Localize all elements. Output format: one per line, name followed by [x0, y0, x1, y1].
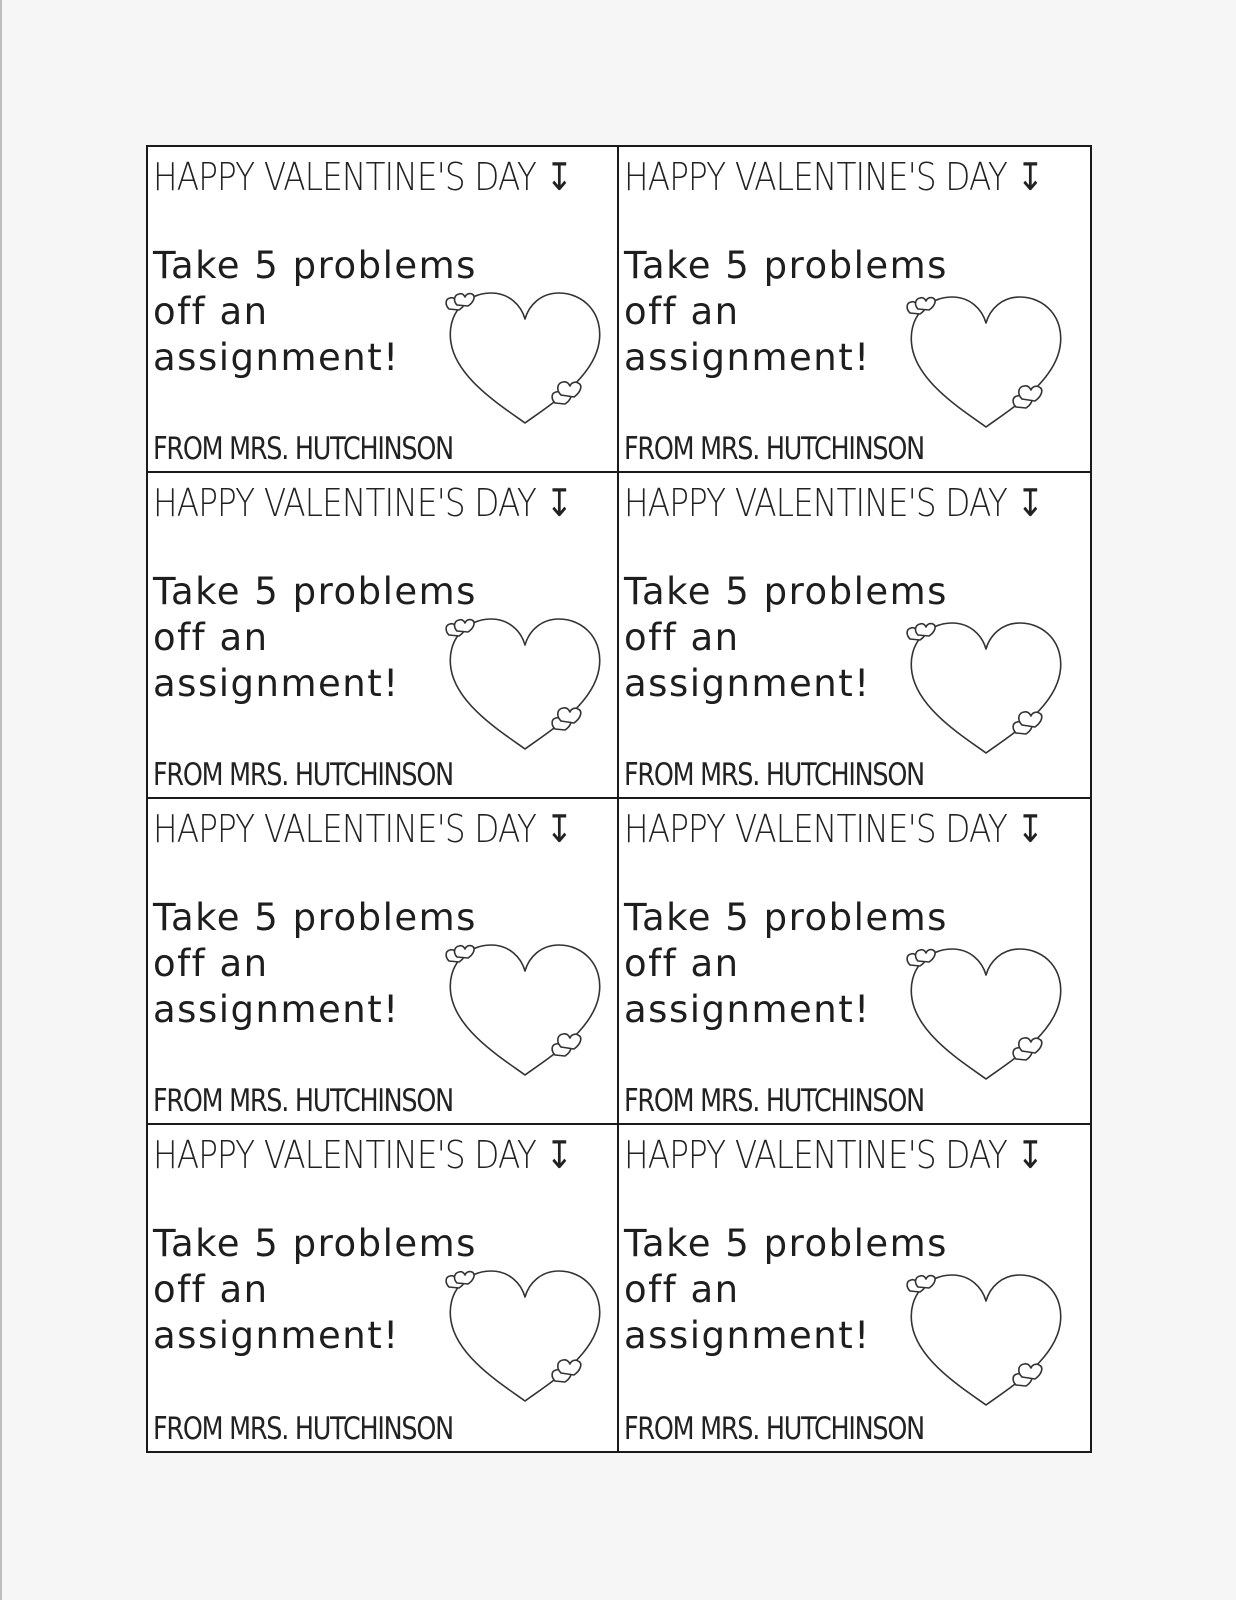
small-heart-icon: ↧: [545, 807, 573, 851]
signature: FROM MRS. HUTCHINSON: [624, 757, 924, 793]
message-line: assignment!: [624, 336, 871, 379]
message-line: off an: [624, 1268, 740, 1311]
page-edge: [0, 0, 2, 1600]
message-line: off an: [624, 616, 740, 659]
message-line: Take 5 problems: [153, 570, 477, 613]
greeting-title: HAPPY VALENTINE'S DAY ↧: [624, 481, 1044, 525]
message-line: assignment!: [624, 662, 871, 705]
coupon-message: [624, 243, 948, 381]
signature: FROM MRS. HUTCHINSON: [153, 1083, 453, 1119]
signature: FROM MRS. HUTCHINSON: [153, 1411, 453, 1447]
message-line: assignment!: [153, 662, 400, 705]
heart-icon: [904, 941, 1069, 1086]
message-line: off an: [153, 942, 269, 985]
message-line: assignment!: [624, 1314, 871, 1357]
coupon-message: [153, 243, 477, 381]
signature: FROM MRS. HUTCHINSON: [624, 1411, 924, 1447]
message-line: assignment!: [153, 988, 400, 1031]
small-heart-icon: ↧: [1016, 155, 1044, 199]
message-line: Take 5 problems: [153, 896, 477, 939]
signature: FROM MRS. HUTCHINSON: [624, 1083, 924, 1119]
message-line: assignment!: [153, 336, 400, 379]
message-line: Take 5 problems: [624, 896, 948, 939]
coupon-card: [148, 1125, 619, 1451]
coupon-card: [619, 147, 1090, 473]
coupon-card: [148, 473, 619, 799]
message-line: off an: [153, 290, 269, 333]
message-line: off an: [624, 942, 740, 985]
small-heart-icon: ↧: [545, 1133, 573, 1177]
greeting-title: HAPPY VALENTINE'S DAY ↧: [624, 807, 1044, 851]
coupon-card: [619, 1125, 1090, 1451]
greeting-title: HAPPY VALENTINE'S DAY ↧: [624, 155, 1044, 199]
message-line: Take 5 problems: [153, 244, 477, 287]
message-line: assignment!: [153, 1314, 400, 1357]
heart-icon: [904, 1267, 1069, 1412]
coupon-message: [624, 1221, 948, 1359]
message-line: Take 5 problems: [624, 570, 948, 613]
small-heart-icon: ↧: [1016, 481, 1044, 525]
message-line: Take 5 problems: [153, 1222, 477, 1265]
greeting-title: HAPPY VALENTINE'S DAY ↧: [153, 1133, 573, 1177]
heart-icon: [904, 615, 1069, 760]
coupon-message: [153, 569, 477, 707]
heart-icon: [443, 1263, 608, 1408]
signature: FROM MRS. HUTCHINSON: [153, 431, 453, 467]
message-line: assignment!: [624, 988, 871, 1031]
coupon-message: [153, 1221, 477, 1359]
signature: FROM MRS. HUTCHINSON: [153, 757, 453, 793]
small-heart-icon: ↧: [1016, 1133, 1044, 1177]
coupon-message: [624, 569, 948, 707]
heart-icon: [904, 289, 1069, 434]
small-heart-icon: ↧: [545, 155, 573, 199]
coupon-card: [148, 147, 619, 473]
coupon-message: [153, 895, 477, 1033]
coupon-card: [148, 799, 619, 1125]
message-line: off an: [153, 616, 269, 659]
coupon-grid: [146, 145, 1092, 1453]
coupon-card: [619, 799, 1090, 1125]
greeting-title: HAPPY VALENTINE'S DAY ↧: [624, 1133, 1044, 1177]
greeting-title: HAPPY VALENTINE'S DAY ↧: [153, 807, 573, 851]
small-heart-icon: ↧: [545, 481, 573, 525]
heart-icon: [443, 611, 608, 756]
greeting-title: HAPPY VALENTINE'S DAY ↧: [153, 481, 573, 525]
signature: FROM MRS. HUTCHINSON: [624, 431, 924, 467]
coupon-card: [619, 473, 1090, 799]
small-heart-icon: ↧: [1016, 807, 1044, 851]
message-line: Take 5 problems: [624, 244, 948, 287]
heart-icon: [443, 285, 608, 430]
greeting-title: HAPPY VALENTINE'S DAY ↧: [153, 155, 573, 199]
coupon-message: [624, 895, 948, 1033]
message-line: off an: [624, 290, 740, 333]
message-line: Take 5 problems: [624, 1222, 948, 1265]
message-line: off an: [153, 1268, 269, 1311]
heart-icon: [443, 937, 608, 1082]
